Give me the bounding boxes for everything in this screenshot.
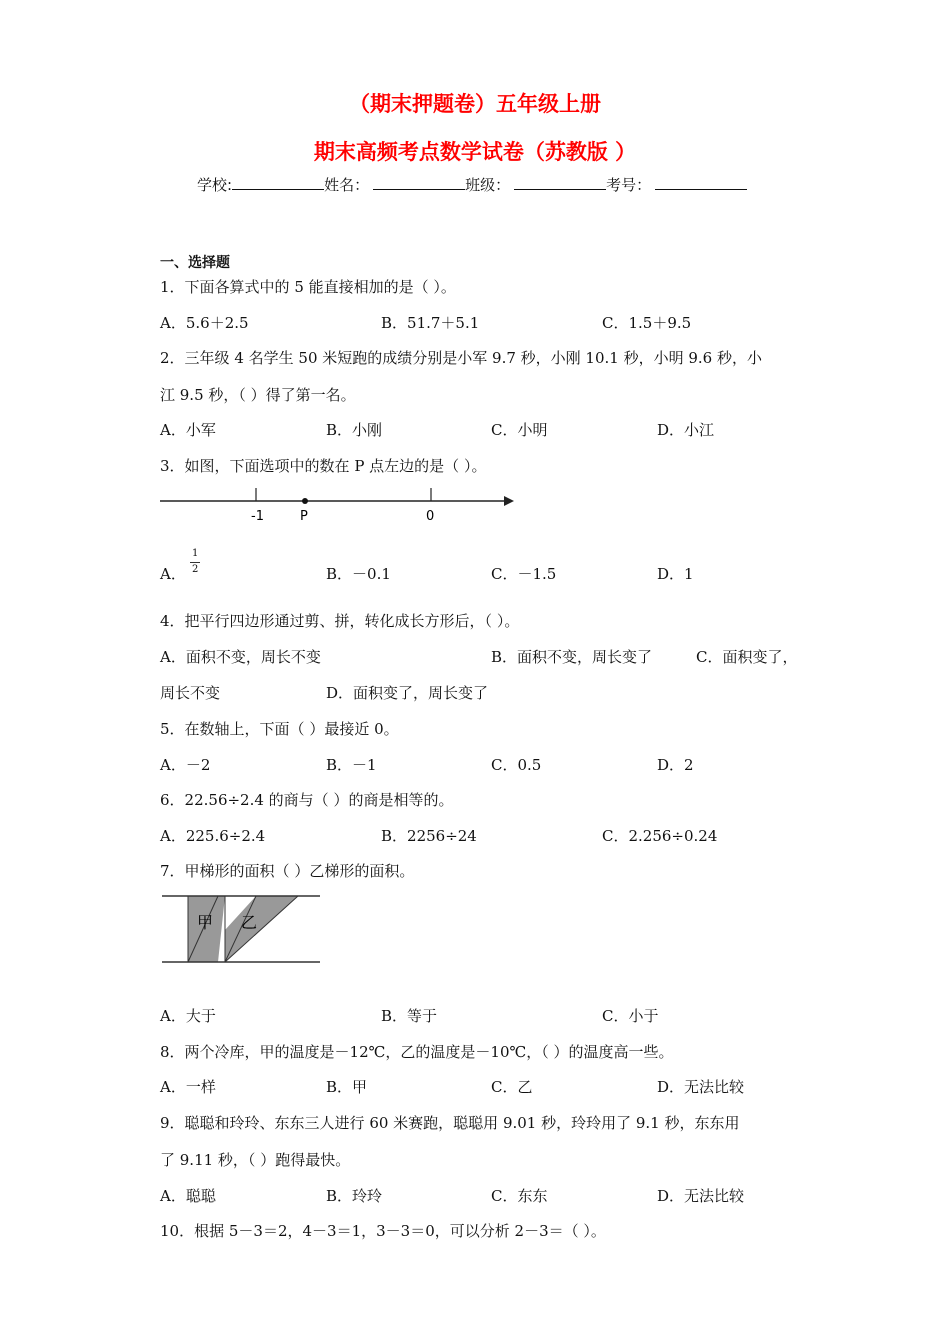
q4-option-d[interactable]: D．面积变了，周长变了	[326, 684, 489, 702]
q3-option-a-prefix[interactable]: A．	[160, 565, 186, 583]
q6-option-b[interactable]: B．2256÷24	[381, 827, 477, 845]
q5-option-c[interactable]: C．0.5	[491, 756, 542, 774]
question-number: 2．	[160, 349, 185, 367]
question-9-line-2: 了 9.11 秒，（ ）跑得最快。	[160, 1151, 351, 1169]
q7-option-c[interactable]: C．小于	[602, 1007, 659, 1025]
number-line-figure	[158, 484, 518, 524]
label-minus-1: -1	[251, 509, 264, 524]
q9-option-a[interactable]: A．聪聪	[160, 1187, 216, 1205]
q5-option-a[interactable]: A．－2	[160, 756, 211, 774]
school-blank[interactable]	[232, 174, 324, 190]
q1-option-a[interactable]: A．5.6＋2.5	[160, 314, 249, 332]
q5-option-b[interactable]: B．－1	[326, 756, 377, 774]
q4-option-c-part-1[interactable]: C．面积变了，	[696, 648, 798, 666]
q8-option-b[interactable]: B．甲	[326, 1078, 368, 1096]
question-number: 4．	[160, 612, 185, 630]
q3-option-a-denominator: 2	[192, 564, 199, 575]
number-line-arrow	[504, 496, 514, 506]
q7-option-a[interactable]: A．大于	[160, 1007, 216, 1025]
label-jia: 甲	[197, 913, 214, 932]
class-label: 班级：	[465, 176, 511, 194]
number-label: 考号：	[606, 176, 652, 194]
question-number: 5．	[160, 720, 185, 738]
question-9	[160, 1112, 740, 1133]
title-line-2: 期末高频考点数学试卷（苏教版 ）	[313, 140, 637, 164]
question-text: 在数轴上，下面（ ）最接近 0。	[184, 720, 399, 738]
question-10	[160, 1220, 606, 1241]
q9-option-c[interactable]: C．东东	[491, 1187, 548, 1205]
q2-option-b[interactable]: B．小刚	[326, 421, 383, 439]
school-label: 学校:	[197, 176, 233, 194]
question-text: 把平行四边形通过剪、拼，转化成长方形后，（ ）。	[184, 612, 520, 630]
question-text: 22.56÷2.4 的商与（ ）的商是相等的。	[184, 791, 454, 809]
question-number: 6．	[160, 791, 185, 809]
section-title: 一、选择题	[160, 255, 230, 271]
label-zero: 0	[426, 509, 435, 524]
question-text-line-1: 三年级 4 名学生 50 米短跑的成绩分别是小军 9.7 秒，小刚 10.1 秒，小明 9.6 秒，小	[184, 349, 762, 367]
q1-option-c[interactable]: C．1.5＋9.5	[602, 314, 692, 332]
q3-option-b[interactable]: B．－0.1	[326, 565, 391, 583]
q6-option-c[interactable]: C．2.256÷0.24	[602, 827, 718, 845]
q2-option-c[interactable]: C．小明	[491, 421, 548, 439]
label-p: P	[300, 509, 308, 524]
point-p	[302, 498, 308, 504]
q3-option-d[interactable]: D．1	[657, 565, 694, 583]
q2-option-d[interactable]: D．小江	[657, 421, 715, 439]
question-4	[160, 610, 519, 631]
q6-option-a[interactable]: A．225.6÷2.4	[160, 827, 266, 845]
label-yi: 乙	[241, 913, 258, 932]
question-text: 甲梯形的面积（ ）乙梯形的面积。	[184, 862, 415, 880]
name-label: 姓名：	[324, 176, 370, 194]
q4-option-a[interactable]: A．面积不变，周长不变	[160, 648, 321, 666]
q1-option-b[interactable]: B．51.7＋5.1	[381, 314, 480, 332]
question-text-line-1: 聪聪和玲玲、东东三人进行 60 米赛跑，聪聪用 9.01 秒，玲玲用了 9.1 秒，东东用	[184, 1114, 740, 1132]
q5-option-d[interactable]: D．2	[657, 756, 694, 774]
question-6	[160, 789, 453, 810]
question-3	[160, 455, 486, 476]
class-blank[interactable]	[514, 174, 606, 190]
q9-option-b[interactable]: B．玲玲	[326, 1187, 383, 1205]
question-5	[160, 718, 399, 739]
question-number: 7．	[160, 862, 185, 880]
question-number: 8．	[160, 1043, 185, 1061]
title-line-1: （期末押题卷）五年级上册	[349, 92, 601, 116]
question-text: 下面各算式中的 5 能直接相加的是（ ）。	[184, 278, 456, 296]
q9-option-d[interactable]: D．无法比较	[657, 1187, 745, 1205]
question-number: 10．	[160, 1222, 195, 1240]
q8-option-d[interactable]: D．无法比较	[657, 1078, 745, 1096]
q8-option-c[interactable]: C．乙	[491, 1078, 533, 1096]
question-2	[160, 347, 762, 368]
question-text: 两个冷库，甲的温度是－12℃，乙的温度是－10℃，（ ）的温度高一些。	[184, 1043, 674, 1061]
student-info-line	[197, 174, 747, 195]
trapezoid-figure	[160, 890, 324, 968]
question-text: 根据 5－3＝2，4－3＝1，3－3＝0，可以分析 2－3＝（ ）。	[194, 1222, 606, 1240]
fraction-bar	[190, 562, 200, 563]
question-number: 9．	[160, 1114, 185, 1132]
q7-option-b[interactable]: B．等于	[381, 1007, 438, 1025]
q3-option-a-numerator: 1	[192, 548, 199, 559]
q4-option-c-part-2[interactable]: 周长不变	[160, 684, 221, 702]
question-8	[160, 1041, 674, 1062]
q8-option-a[interactable]: A．一样	[160, 1078, 216, 1096]
question-number: 3．	[160, 457, 185, 475]
question-text: 如图，下面选项中的数在 P 点左边的是（ ）。	[184, 457, 487, 475]
question-1	[160, 276, 456, 297]
question-2-line-2: 江 9.5 秒，（ ）得了第一名。	[160, 386, 356, 404]
q4-option-b[interactable]: B．面积不变，周长变了	[491, 648, 653, 666]
q2-option-a[interactable]: A．小军	[160, 421, 216, 439]
question-number: 1．	[160, 278, 185, 296]
name-blank[interactable]	[373, 174, 465, 190]
question-7	[160, 860, 414, 881]
number-blank[interactable]	[655, 174, 747, 190]
q3-option-c[interactable]: C．－1.5	[491, 565, 557, 583]
